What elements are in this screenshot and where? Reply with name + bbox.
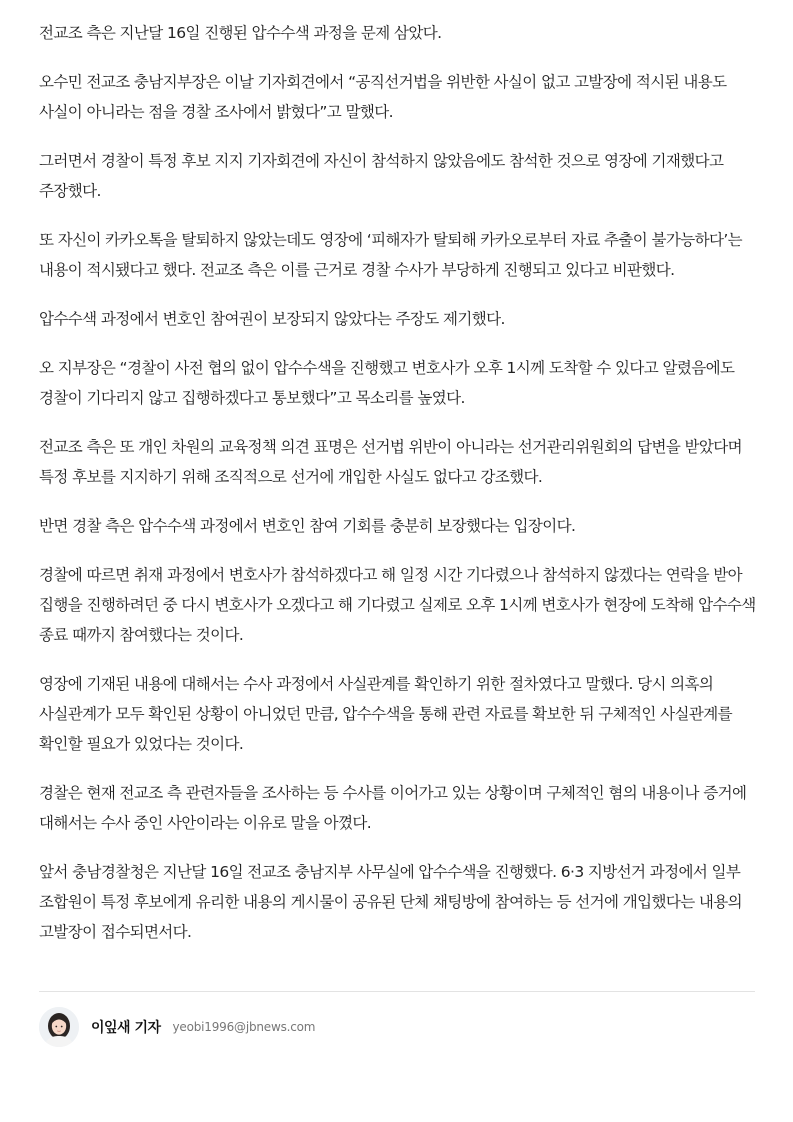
article-paragraph-5: 압수수색 과정에서 변호인 참여권이 보장되지 않았다는 주장도 제기했다. xyxy=(39,310,505,328)
article-paragraph-2: 오수민 전교조 충남지부장은 이날 기자회견에서 “공직선거법을 위반한 사실이 없고 고발장에 적시된 내용도 사실이 아니라는 점을 경찰 조사에서 밝혔다”고 말했다. xyxy=(39,73,727,121)
reporter-email[interactable]: yeobi1996@jbnews.com xyxy=(172,1020,316,1034)
article-paragraph-7: 전교조 측은 또 개인 차원의 교육정책 의견 표명은 선거법 위반이 아니라는 선거관리위원회의 답변을 받았다며 특정 후보를 지지하기 위해 조직적으로 선거에 개입한 사실도 없다고 강조했다. xyxy=(39,438,743,486)
article-paragraph-1: 전교조 측은 지난달 16일 진행된 압수수색 과정을 문제 삼았다. xyxy=(39,24,442,42)
byline-divider xyxy=(39,991,755,992)
article-paragraph-4: 또 자신이 카카오톡을 탈퇴하지 않았는데도 영장에 ‘피해자가 탈퇴해 카카오로부터 자료 추출이 불가능하다’는 내용이 적시됐다고 했다. 전교조 측은 이를 근거로 경찰 수사가 부당하게 진행되고 있다고 비판했다. xyxy=(39,231,743,279)
article-paragraph-12: 앞서 충남경찰청은 지난달 16일 전교조 충남지부 사무실에 압수수색을 진행했다. 6·3 지방선거 과정에서 일부 조합원이 특정 후보에게 유리한 내용의 게시물이 공유된 단체 채팅방에 참여하는 등 선거에 개입했다는 내용의 고발장이 접수되면서다. xyxy=(39,863,743,941)
article-paragraph-3: 그러면서 경찰이 특정 후보 지지 기자회견에 자신이 참석하지 않았음에도 참석한 것으로 영장에 기재했다고 주장했다. xyxy=(39,152,724,200)
reporter-name[interactable]: 이잎새 기자 xyxy=(91,1020,161,1036)
article-paragraph-11: 경찰은 현재 전교조 측 관련자들을 조사하는 등 수사를 이어가고 있는 상황이며 구체적인 혐의 내용이나 증거에 대해서는 수사 중인 사안이라는 이유로 말을 아꼈다. xyxy=(39,784,747,832)
reporter-byline xyxy=(39,1007,315,1047)
article-paragraph-8: 반면 경찰 측은 압수수색 과정에서 변호인 참여 기회를 충분히 보장했다는 입장이다. xyxy=(39,517,576,535)
article-paragraph-6: 오 지부장은 “경찰이 사전 협의 없이 압수수색을 진행했고 변호사가 오후 1시께 도착할 수 있다고 알렸음에도 경찰이 기다리지 않고 집행하겠다고 통보했다”고 목소리를 높였다. xyxy=(39,359,735,407)
article-paragraph-10: 영장에 기재된 내용에 대해서는 수사 과정에서 사실관계를 확인하기 위한 절차였다고 말했다. 당시 의혹의 사실관계가 모두 확인된 상황이 아니었던 만큼, 압수수색을 통해 관련 자료를 확보한 뒤 구체적인 사실관계를 확인할 필요가 있었다는 것이다. xyxy=(39,675,732,753)
article-paragraph-9: 경찰에 따르면 취재 과정에서 변호사가 참석하겠다고 해 일정 시간 기다렸으나 참석하지 않겠다는 연락을 받아 집행을 진행하려던 중 다시 변호사가 오겠다고 해 기다렸고 실제로 오후 1시께 변호사가 현장에 도착해 압수수색 종료 때까지 참여했다는 것이다. xyxy=(39,566,756,644)
article-body xyxy=(39,18,756,966)
reporter-photo-icon xyxy=(39,1007,79,1047)
reporter-avatar[interactable] xyxy=(39,1007,79,1047)
